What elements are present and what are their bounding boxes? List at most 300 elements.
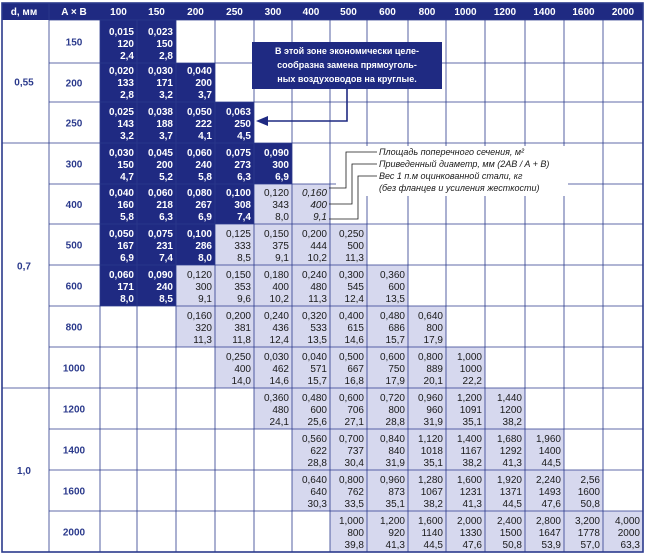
cell-weight: 13,5: [385, 294, 405, 305]
cell-diameter: 300: [272, 160, 289, 171]
cell-diameter: 686: [388, 323, 405, 334]
cell-weight: 41,3: [385, 540, 405, 551]
table-cell: [176, 306, 215, 347]
column-header: 1600: [572, 7, 595, 18]
cell-diameter: 300: [195, 282, 212, 293]
row-label-a: 1000: [62, 363, 86, 375]
cell-weight: 50,8: [580, 499, 600, 510]
cell-diameter: 750: [388, 364, 405, 375]
cell-diameter: 622: [310, 446, 327, 457]
cell-diameter: 218: [156, 200, 173, 211]
cell-diameter: 133: [117, 78, 134, 89]
cell-diameter: 375: [272, 241, 289, 252]
cell-area: 0,090: [263, 148, 289, 159]
cell-area: 0,090: [147, 270, 173, 281]
cell-weight: 41,3: [462, 499, 482, 510]
cell-weight: 9,1: [275, 253, 289, 264]
table-cell: [254, 265, 292, 306]
table-cell: [215, 184, 254, 224]
cell-diameter: 615: [347, 323, 364, 334]
cell-weight: 31,9: [423, 417, 443, 428]
cell-diameter: 533: [310, 323, 327, 334]
cell-diameter: 436: [272, 323, 289, 334]
cell-area: 0,050: [186, 107, 212, 118]
row-label-a: 1400: [62, 445, 86, 457]
row-label-a: 400: [65, 200, 83, 211]
cell-diameter: 240: [195, 160, 212, 171]
cell-area: 0,480: [379, 311, 405, 322]
cell-weight: 38,2: [423, 499, 443, 510]
cell-weight: 63,3: [620, 540, 640, 551]
cell-area: 0,200: [301, 229, 327, 240]
table-cell: [367, 470, 408, 511]
cell-area: 0,700: [338, 434, 364, 445]
cell-weight: 9,1: [313, 212, 327, 223]
table-cell: [408, 347, 446, 388]
cell-diameter: 600: [310, 405, 327, 416]
row-label-a: 1200: [62, 404, 86, 416]
table-cell: [137, 20, 176, 63]
cell-area: 2,000: [456, 516, 482, 527]
cell-area: 0,023: [147, 27, 173, 38]
row-label-a: 150: [65, 37, 83, 49]
table-cell: [176, 184, 215, 224]
cell-weight: 24,1: [269, 417, 289, 428]
table-cell: [100, 143, 137, 184]
column-header: 800: [418, 7, 436, 18]
cell-area: 0,030: [263, 352, 289, 363]
cell-area: 0,640: [417, 311, 443, 322]
cell-diameter: 320: [195, 323, 212, 334]
cell-weight: 9,1: [198, 294, 212, 305]
cell-diameter: 1200: [499, 405, 522, 416]
row-label-a: 2000: [62, 527, 86, 539]
table-cell: [215, 265, 254, 306]
cell-weight: 4,7: [120, 172, 134, 183]
table-row: [254, 388, 525, 429]
column-header: 400: [302, 7, 320, 18]
cell-area: 0,300: [338, 270, 364, 281]
table-cell: [603, 511, 643, 552]
cell-weight: 11,8: [232, 335, 251, 346]
table-cell: [330, 429, 367, 470]
note-line-2: сообразна замена прямоуголь-: [277, 60, 417, 70]
cell-weight: 3,2: [120, 131, 134, 142]
cell-diameter: 480: [310, 282, 327, 293]
cell-area: 1,000: [338, 516, 364, 527]
cell-weight: 12,4: [344, 294, 364, 305]
cell-diameter: 1167: [460, 446, 482, 457]
cell-weight: 30,3: [307, 499, 327, 510]
column-header: 2000: [611, 7, 635, 18]
cell-diameter: 120: [117, 39, 134, 50]
table-cell: [215, 102, 254, 143]
cell-weight: 35,1: [423, 458, 443, 469]
table-cell: [137, 224, 176, 265]
cell-diameter: 1493: [538, 487, 561, 498]
cell-diameter: 1330: [459, 528, 482, 539]
cell-diameter: 545: [347, 282, 364, 293]
cell-weight: 7,4: [159, 253, 173, 264]
cell-area: 4,000: [614, 516, 640, 527]
cell-area: 0,150: [263, 229, 289, 240]
cell-weight: 6,9: [275, 172, 289, 183]
cell-diameter: 737: [347, 446, 364, 457]
cell-diameter: 800: [347, 528, 364, 539]
cell-diameter: 1231: [459, 487, 482, 498]
table-cell: [525, 470, 564, 511]
cell-weight: 11,3: [308, 294, 327, 305]
cell-area: 0,640: [301, 475, 327, 486]
cell-area: 1,600: [456, 475, 482, 486]
cell-area: 0,240: [301, 270, 327, 281]
cell-diameter: 800: [426, 323, 443, 334]
cell-diameter: 240: [156, 282, 173, 293]
cell-diameter: 400: [310, 200, 327, 211]
cell-weight: 8,5: [237, 253, 251, 264]
table-cell: [330, 511, 367, 552]
cell-weight: 6,3: [237, 172, 251, 183]
cell-diameter: 188: [156, 119, 173, 130]
row-label-a: 800: [65, 322, 83, 334]
table-cell: [137, 184, 176, 224]
cell-weight: 35,1: [385, 499, 405, 510]
cell-diameter: 150: [156, 39, 173, 50]
cell-area: 0,800: [338, 475, 364, 486]
cell-diameter: 273: [234, 160, 251, 171]
table-cell: [100, 184, 137, 224]
cell-area: 0,840: [379, 434, 405, 445]
table-cell: [485, 429, 525, 470]
cell-diameter: 200: [195, 78, 212, 89]
cell-area: 0,038: [147, 107, 173, 118]
table-cell: [330, 347, 367, 388]
table-row: [100, 143, 292, 184]
cell-weight: 22,2: [462, 376, 482, 387]
cell-area: 0,063: [225, 107, 251, 118]
cell-diameter: 1400: [538, 446, 561, 457]
cell-area: 2,400: [496, 516, 522, 527]
cell-area: 1,120: [417, 434, 443, 445]
d-group-label: 0,7: [17, 261, 31, 273]
cell-area: 0,250: [225, 352, 251, 363]
cell-weight: 2,4: [120, 51, 134, 62]
cell-weight: 28,8: [307, 458, 327, 469]
table-cell: [367, 388, 408, 429]
cell-diameter: 381: [234, 323, 251, 334]
cell-diameter: 800: [388, 405, 405, 416]
cell-diameter: 840: [388, 446, 405, 457]
cell-diameter: 400: [272, 282, 289, 293]
cell-diameter: 462: [272, 364, 289, 375]
column-header: 150: [148, 7, 165, 18]
cell-area: 0,250: [338, 229, 364, 240]
table-cell: [292, 347, 330, 388]
cell-weight: 11,3: [345, 253, 364, 264]
cell-area: 1,400: [456, 434, 482, 445]
cell-area: 0,800: [417, 352, 443, 363]
cell-area: 0,075: [225, 148, 251, 159]
cell-diameter: 762: [347, 487, 364, 498]
cell-area: 0,040: [301, 352, 327, 363]
cell-area: 0,050: [108, 229, 134, 240]
cell-area: 1,960: [535, 434, 561, 445]
cell-weight: 30,4: [344, 458, 364, 469]
cell-area: 1,440: [496, 393, 522, 404]
cell-diameter: 150: [117, 160, 134, 171]
cell-area: 0,080: [186, 188, 212, 199]
cell-area: 0,040: [108, 188, 134, 199]
cell-diameter: 1600: [577, 487, 600, 498]
table-cell: [215, 224, 254, 265]
table-cell: [292, 429, 330, 470]
table-cell: [137, 265, 176, 306]
cell-area: 0,060: [186, 148, 212, 159]
cell-weight: 50,8: [502, 540, 522, 551]
cell-diameter: 222: [195, 119, 212, 130]
legend-area: Площадь поперечного сечения, м²: [379, 147, 525, 157]
cell-weight: 6,9: [120, 253, 134, 264]
cell-area: 0,500: [338, 352, 364, 363]
table-cell: [176, 265, 215, 306]
cell-weight: 11,3: [193, 335, 212, 346]
table-cell: [330, 265, 367, 306]
cell-diameter: 640: [310, 487, 327, 498]
cell-diameter: 920: [388, 528, 405, 539]
cell-area: 0,100: [186, 229, 212, 240]
cell-weight: 10,2: [269, 294, 289, 305]
cell-diameter: 400: [234, 364, 251, 375]
cell-diameter: 160: [117, 200, 134, 211]
header-ab-label: A × B: [61, 7, 87, 18]
table-cell: [485, 511, 525, 552]
table-cell: [100, 224, 137, 265]
legend-weight-note: (без фланцев и усиления жесткости): [379, 183, 540, 193]
cell-area: 0,020: [108, 66, 134, 77]
row-label-a: 300: [65, 159, 83, 171]
column-header: 300: [264, 7, 282, 18]
cell-area: 2,800: [535, 516, 561, 527]
table-row: [330, 511, 643, 552]
table-cell: [292, 184, 330, 224]
table-cell: [367, 265, 408, 306]
table-cell: [254, 388, 292, 429]
cell-diameter: 200: [156, 160, 173, 171]
cell-diameter: 600: [388, 282, 405, 293]
cell-weight: 38,2: [462, 458, 482, 469]
cell-area: 0,160: [301, 188, 327, 199]
cell-diameter: 1292: [499, 446, 522, 457]
d-group-label: 0,55: [14, 77, 34, 89]
column-header: 250: [226, 7, 243, 18]
cell-area: 0,720: [379, 393, 405, 404]
table-cell: [292, 306, 330, 347]
column-header: 200: [187, 7, 204, 18]
cell-weight: 31,9: [385, 458, 405, 469]
cell-weight: 4,5: [237, 131, 251, 142]
table-cell: [137, 102, 176, 143]
cell-area: 1,200: [456, 393, 482, 404]
cell-weight: 39,8: [344, 540, 364, 551]
table-cell: [446, 470, 485, 511]
cell-weight: 14,0: [231, 376, 251, 387]
cell-weight: 33,5: [344, 499, 364, 510]
cell-weight: 3,7: [159, 131, 173, 142]
table-row: [176, 306, 446, 347]
cell-diameter: 343: [272, 200, 289, 211]
cell-weight: 16,8: [344, 376, 364, 387]
cell-diameter: 333: [234, 241, 251, 252]
table-cell: [446, 347, 485, 388]
table-cell: [446, 511, 485, 552]
cell-diameter: 1091: [459, 405, 482, 416]
table-cell: [100, 63, 137, 102]
table-cell: [446, 388, 485, 429]
cell-area: 0,030: [147, 66, 173, 77]
table-row: [100, 224, 367, 265]
note-line-1: В этой зоне экономически целе-: [274, 46, 420, 56]
cell-area: 0,960: [379, 475, 405, 486]
cell-weight: 17,9: [423, 335, 443, 346]
table-cell: [137, 63, 176, 102]
cell-weight: 3,2: [159, 90, 173, 101]
cell-diameter: 1647: [538, 528, 561, 539]
cell-diameter: 960: [426, 405, 443, 416]
cell-diameter: 1000: [459, 364, 482, 375]
cell-weight: 47,6: [462, 540, 482, 551]
cell-area: 0,360: [263, 393, 289, 404]
cell-area: 0,025: [108, 107, 134, 118]
cell-weight: 6,3: [159, 212, 173, 223]
cell-weight: 25,6: [307, 417, 327, 428]
cell-weight: 47,6: [541, 499, 561, 510]
cell-area: 0,075: [147, 229, 173, 240]
table-row: [292, 470, 603, 511]
cell-weight: 2,8: [159, 51, 173, 62]
cell-area: 0,560: [301, 434, 327, 445]
cell-weight: 8,0: [275, 212, 289, 223]
note-line-3: ных воздуховодов на круглые.: [277, 74, 417, 84]
legend-diameter: Приведенный диаметр, мм (2AB / A + B): [379, 159, 550, 169]
table-cell: [525, 429, 564, 470]
cell-diameter: 1778: [577, 528, 600, 539]
cell-area: 0,030: [108, 148, 134, 159]
table-cell: [254, 306, 292, 347]
table-cell: [254, 224, 292, 265]
cell-diameter: 889: [426, 364, 443, 375]
column-header: 1400: [533, 7, 556, 18]
table-cell: [176, 63, 215, 102]
table-cell: [408, 388, 446, 429]
cell-weight: 27,1: [344, 417, 364, 428]
table-cell: [367, 306, 408, 347]
cell-area: 1,600: [417, 516, 443, 527]
cell-area: 0,600: [338, 393, 364, 404]
table-cell: [254, 184, 292, 224]
cell-weight: 5,2: [159, 172, 173, 183]
cell-diameter: 1018: [420, 446, 443, 457]
table-cell: [564, 511, 603, 552]
cell-area: 0,200: [225, 311, 251, 322]
cell-area: 1,920: [496, 475, 522, 486]
table-cell: [292, 470, 330, 511]
row-label-a: 500: [65, 240, 83, 252]
cell-area: 0,060: [147, 188, 173, 199]
cell-weight: 6,9: [198, 212, 212, 223]
cell-weight: 57,0: [580, 540, 600, 551]
cell-weight: 4,1: [198, 131, 212, 142]
cell-area: 0,320: [301, 311, 327, 322]
table-cell: [254, 347, 292, 388]
cell-area: 0,360: [379, 270, 405, 281]
table-row: [100, 20, 176, 63]
table-cell: [330, 224, 367, 265]
table-cell: [485, 388, 525, 429]
cell-diameter: 500: [347, 241, 364, 252]
table-cell: [408, 429, 446, 470]
cell-diameter: 873: [388, 487, 405, 498]
cell-area: 0,100: [225, 188, 251, 199]
table-cell: [215, 347, 254, 388]
table-row: [292, 429, 564, 470]
cell-area: 0,150: [225, 270, 251, 281]
row-label-a: 250: [65, 118, 83, 130]
cell-diameter: 353: [234, 282, 251, 293]
cell-diameter: 444: [310, 241, 327, 252]
table-cell: [330, 306, 367, 347]
table-cell: [215, 143, 254, 184]
column-header: 100: [110, 7, 127, 18]
cell-weight: 53,9: [541, 540, 561, 551]
cell-diameter: 286: [195, 241, 212, 252]
cell-weight: 8,0: [198, 253, 212, 264]
table-cell: [100, 265, 137, 306]
cell-weight: 35,1: [462, 417, 482, 428]
cell-area: 2,240: [535, 475, 561, 486]
cell-area: 0,600: [379, 352, 405, 363]
cell-weight: 20,1: [423, 376, 443, 387]
row-label-a: 600: [65, 281, 83, 293]
cell-area: 3,200: [574, 516, 600, 527]
table-cell: [176, 224, 215, 265]
table-cell: [446, 429, 485, 470]
cell-area: 0,960: [417, 393, 443, 404]
cell-area: 0,480: [301, 393, 327, 404]
cell-weight: 9,6: [237, 294, 251, 305]
header-row: [2, 3, 643, 20]
cell-area: 0,125: [225, 229, 251, 240]
cell-weight: 5,8: [198, 172, 212, 183]
table-cell: [292, 224, 330, 265]
cell-diameter: 231: [156, 241, 173, 252]
cell-area: 0,120: [263, 188, 289, 199]
cell-weight: 8,0: [120, 294, 134, 305]
column-header: 1200: [493, 7, 517, 18]
cell-area: 1,680: [496, 434, 522, 445]
cell-weight: 13,5: [307, 335, 327, 346]
cell-diameter: 167: [117, 241, 134, 252]
cell-diameter: 171: [156, 78, 173, 89]
table-cell: [292, 388, 330, 429]
table-cell: [485, 470, 525, 511]
cell-diameter: 2000: [617, 528, 640, 539]
table-cell: [408, 511, 446, 552]
cell-area: 0,160: [186, 311, 212, 322]
cell-weight: 44,5: [541, 458, 561, 469]
cell-diameter: 667: [347, 364, 364, 375]
cell-diameter: 1500: [499, 528, 522, 539]
table-cell: [215, 306, 254, 347]
